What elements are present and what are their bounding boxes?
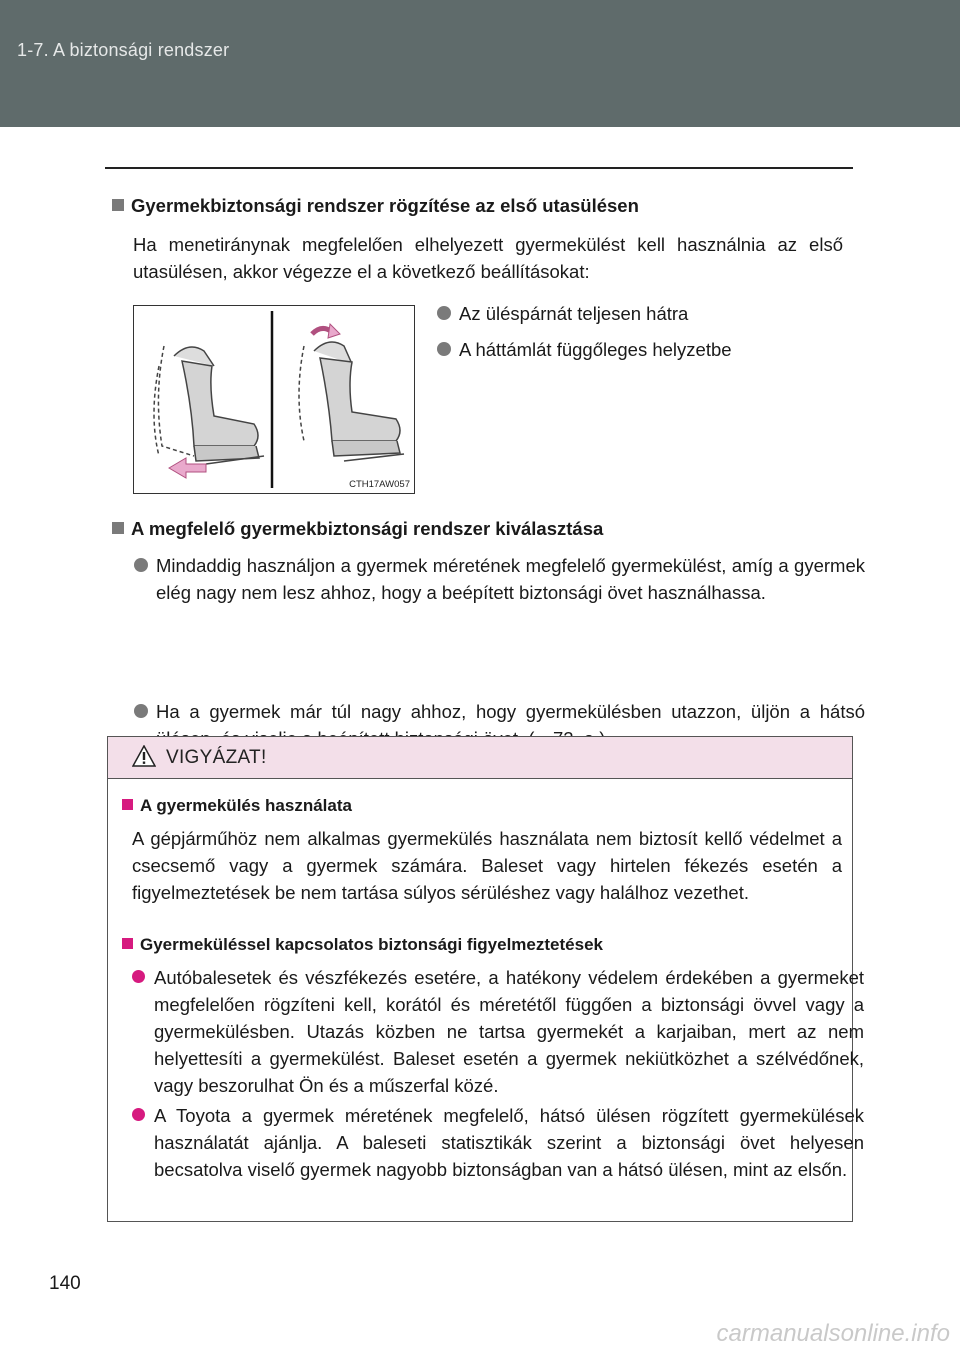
figure-code: CTH17AW057 <box>349 479 410 490</box>
divider <box>105 167 853 169</box>
page-number: 140 <box>49 1273 81 1294</box>
seat-adjustment-figure <box>133 305 415 494</box>
warning-triangle-icon <box>132 745 156 767</box>
square-bullet-icon <box>122 799 133 810</box>
warning-title: VIGYÁZAT! <box>166 747 267 768</box>
section-title: 1-7. A biztonsági rendszer <box>17 40 230 60</box>
list-item: A háttámlát függőleges helyzetbe <box>437 336 859 363</box>
warning-heading-1: A gyermekülés használata <box>122 796 842 816</box>
bullet-icon <box>437 342 451 356</box>
list-item: Autóbalesetek és vészfékezés esetére, a hatékony védelem érdekében a gyermeket megfelelően rögzíteni kell, korától és méretétől függően a biztonsági övvel vagy a gyermekülésben. Utazás közben ne tartsa gyermekét a karjaiban, mert az nem helyettesíti a gyermekülést. Baleset esetén a gyermek nekiütközhet a szélvédőnek, vagy beszorulhat Ön és a műszerfal közé. <box>132 964 864 1099</box>
list-item: Mindaddig használjon a gyermek méretének megfelelő gyermekülést, amíg a gyermek elég nagy nem lesz ahhoz, hogy a beépített biztonsági övet használhassa. <box>134 552 865 606</box>
bullet-icon <box>134 558 148 572</box>
square-bullet-icon <box>112 522 124 534</box>
watermark: carmanualsonline.info <box>716 1320 950 1347</box>
bullet-icon <box>437 306 451 320</box>
warning-heading-2: Gyermeküléssel kapcsolatos biztonsági figyelmeztetések <box>122 935 842 955</box>
seat-illustration <box>134 306 414 493</box>
square-bullet-icon <box>112 199 124 211</box>
bullet-icon <box>134 704 148 718</box>
warning-header <box>108 737 852 779</box>
list-item: A Toyota a gyermek méretének megfelelő, hátsó ülésen rögzített gyermekülések használatát ajánlja. A baleseti statisztikák szerint a biztonsági övet helyesen becsatolva viselő gyermek nagyobb biztonságban van a hátsó ülésen, mint az elsőn. <box>132 1102 864 1183</box>
bullet-icon <box>132 970 145 983</box>
list-item: Az üléspárnát teljesen hátra <box>437 300 859 327</box>
section-heading-2: A megfelelő gyermekbiztonsági rendszer kiválasztása <box>112 518 847 540</box>
list-item: Ha a gyermek már túl nagy ahhoz, hogy gyermekülésben utazzon, üljön a hátsó <box>134 698 865 752</box>
header-bar <box>0 0 960 127</box>
warning-text-1: A gépjárműhöz nem alkalmas gyermekülés használata nem biztosít kellő védelmet a csecsemő vagy a gyermek számára. Baleset vagy hirtelen fékezés esetén a figyelmeztetések be nem tartása súlyos sérüléshez vagy halálhoz vezethet. <box>132 828 842 903</box>
square-bullet-icon <box>122 938 133 949</box>
warning-box <box>107 736 864 1222</box>
section-heading-1: Gyermekbiztonsági rendszer rögzítése az első utasülésen <box>112 195 847 217</box>
bullet-icon <box>132 1108 145 1121</box>
section-1-text: Ha menetiránynak megfelelően elhelyezett gyermekülést kell használnia az első utasülésen, akkor végezze el a következő beállításokat: <box>133 234 843 282</box>
